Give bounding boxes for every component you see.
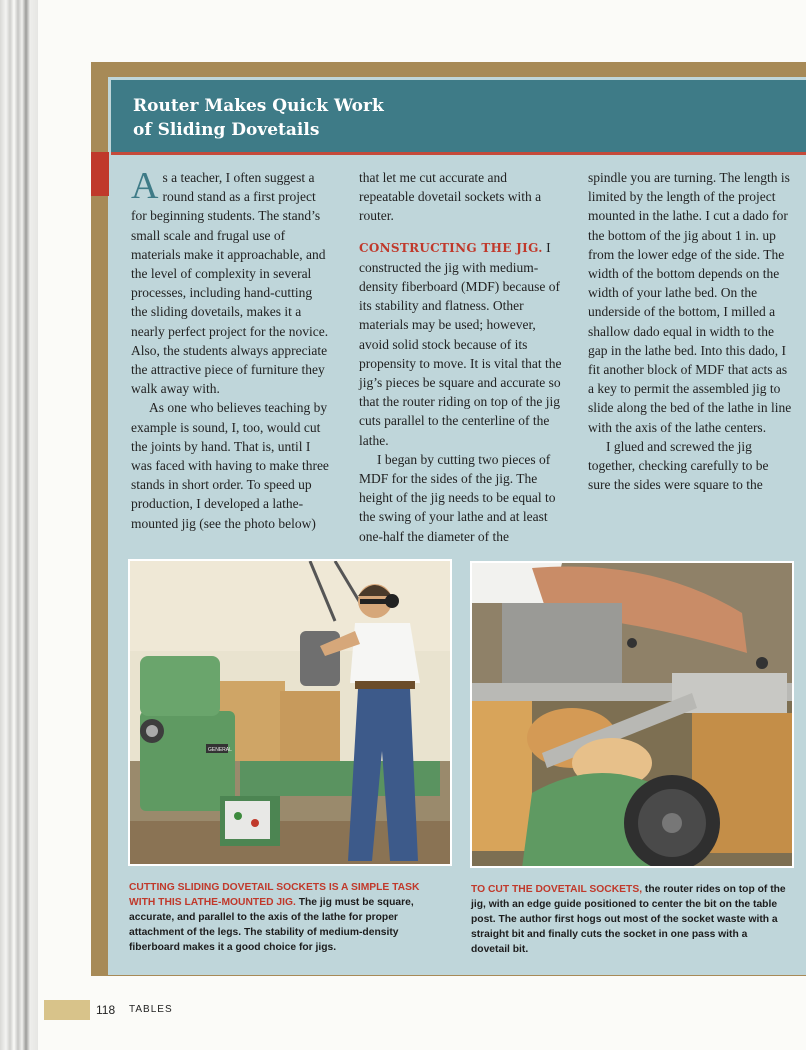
photo-router-illustration [472,563,792,866]
drop-cap: A [131,165,159,207]
photo-lathe-jig [128,559,452,866]
column2-paragraph2 [359,238,564,450]
column2-paragraph3: I began by cutting two pieces of MDF for the sides of the jig. The height of the jig needs to be equal to the swing of your lathe and at least one-half the diameter of the [359,451,556,544]
column2-paragraph2-text: I constructed the jig with medium-density fiberboard (MDF) because of its stability and flatness. Other materials may be used; however, avoid solid stock because of its propensity to move. It is vital that the jig’s pieces be square and accurate so that the router riding on top of the jig cuts parallel to the centerline of the lathe. [359,239,562,448]
sidebar-title-line1: Router Makes Quick Work [133,96,384,116]
column1-paragraph1 [131,165,331,398]
photo-lathe-jig-illustration [130,561,450,864]
red-accent-tab [91,152,109,196]
photo-router-on-jig [470,561,794,868]
folio-bar [44,1000,90,1020]
sidebar-title [133,94,693,142]
photo-caption-1 [129,880,447,955]
page-binding-edge [0,0,38,1050]
column1-paragraph2: As one who believes teaching by example is sound, I, too, would cut the joints by hand. That is, until I was faced with having to make three stands in short order. To speed up production, I developed a lathe-mounted jig (see the photo below) [131,400,329,531]
text-column-2 [359,168,564,546]
text-column-3 [588,168,793,494]
text-column-1 [131,165,331,533]
title-rule [111,152,806,155]
caption1-text: The jig must be square, accurate, and parallel to the axis of the lathe for proper attachment of the legs. The stability of medium-density fiberboard makes it a good choice for jigs. [129,897,414,953]
run-in-heading: CONSTRUCTING THE JIG. [359,240,543,255]
caption2-lead: TO CUT THE DOVETAIL SOCKETS, [471,884,643,895]
sidebar-title-line2: of Sliding Dovetails [133,120,320,140]
caption2-text: the router rides on top of the jig, with an edge guide positioned to center the bit on the table post. The author first hogs out most of the socket waste with a straight bit and finally cuts the socket in one pass with a dovetail bit. [471,884,786,955]
running-footer-section: TABLES [129,1004,173,1015]
column3-paragraph1: spindle you are turning. The length is limited by the length of the project mounted in the lathe. I cut a dado for the bottom of the jig about 1 in. up from the lower edge of the side. The width of the bottom depends on the width of your lathe bed. On the underside of the bottom, I milled a shallow dado equal in width to the gap in the lathe bed. Into this dado, I fit another block of MDF that acts as a key to permit the assembled jig to slide along the bed of the lathe in line with the axis of the lathe centers. [588,170,792,435]
column1-paragraph1-text: s a teacher, I often suggest a round stand as a first project for beginning students. The stand’s small scale and frugal use of materials make it approachable, and the level of complexity in several processes, including hand-cutting the sliding dovetails, makes it a nearly perfect project for the novice. Also, the students always appreciate the attractive piece of furniture they walk away with. [131,170,329,397]
column2-paragraph1: that let me cut accurate and repeatable dovetail sockets with a router. [359,170,542,224]
photo-caption-2 [471,882,789,957]
lathe-brand-label: GENERAL [208,747,232,753]
page-number: 118 [96,1003,116,1017]
caption1-lead: CUTTING SLIDING DOVETAIL SOCKETS IS A SIMPLE TASK WITH THIS LATHE-MOUNTED JIG. [129,882,420,908]
column3-paragraph2: I glued and screwed the jig together, checking carefully to be sure the sides were square to the [588,438,769,493]
